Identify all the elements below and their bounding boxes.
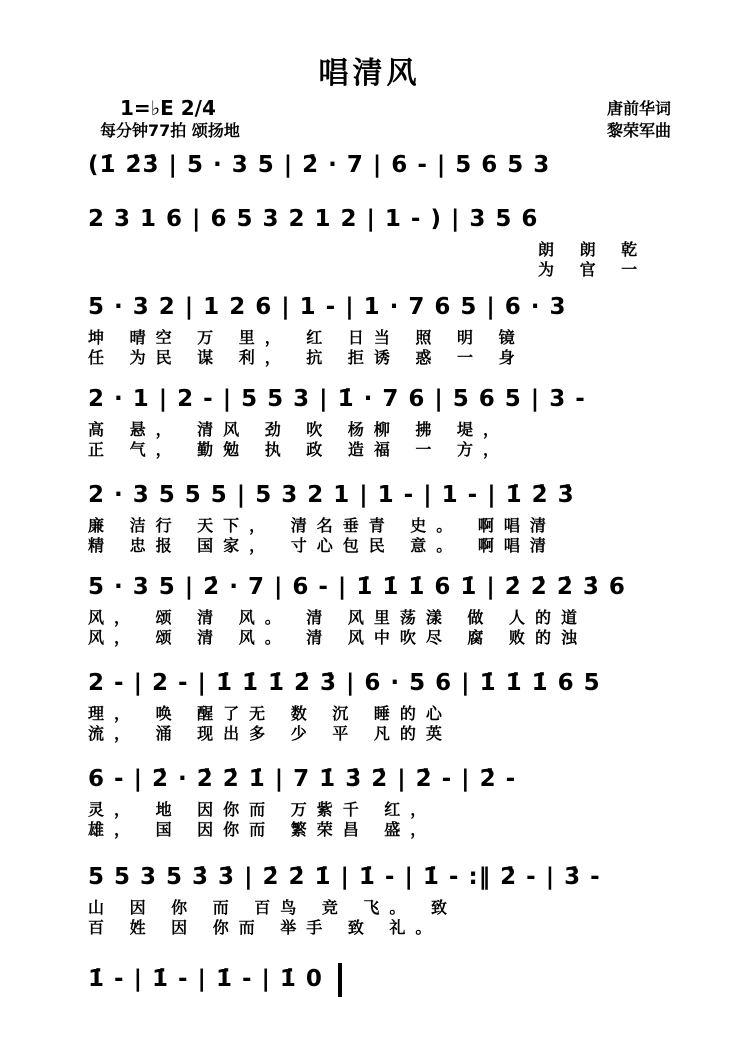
staff-row xyxy=(88,958,648,1000)
notation-line: 5 · 3 5 | 2̇ · 7 | 6 - | 1̇ 1̇ 1̇ 6 1̇ | 2̇ 2̇ 2̇ 3̇ 6 xyxy=(88,574,626,600)
lyric-line-1: 山 因 你 而 百鸟 竞 飞。 致 xyxy=(88,898,457,917)
tempo-marking: 每分钟77拍 颂扬地 xyxy=(100,121,240,140)
notation-line: 2 - | 2 - | 1̇ 1̇ 1̇ 2̇ 3̇ | 6 · 5 6 | 1̇ 1̇ 1̇ 6 5 xyxy=(88,670,601,696)
notation-line: 2 · 1 | 2 - | 5 5 3 | 1̇ · 7 6 | 5 6 5 | 3 - xyxy=(88,386,586,412)
staff-row xyxy=(88,662,648,744)
staff-row xyxy=(88,144,648,186)
lyric-line-1: 风， 颂 清 风。 清 风里荡漾 做 人的道 xyxy=(88,608,587,627)
lyric-line-1: 理， 唤 醒了无 数 沉 睡的心 xyxy=(88,704,452,723)
notation-line: 5 · 3 2 | 1 2 6 | 1 - | 1 · 7 6 5 | 6 · 3 xyxy=(88,294,567,320)
lyric-line-2: 流， 涌 现出多 少 平 凡的英 xyxy=(88,724,452,743)
notation-line: 2 3 1 6 | 6 5 3 2 1 2 | 1 - ) | 3 5 6 xyxy=(88,206,539,232)
lyric-line-2: 任 为民 谋 利， 抗 拒诱 惑 一 身 xyxy=(88,348,525,367)
staff-row xyxy=(88,566,648,648)
staff-row xyxy=(88,474,648,556)
lyric-line-1: 廉 洁行 天下， 清名垂青 史。 啊唱清 xyxy=(88,516,556,535)
notation-line: (1̇ 2̇3̇ | 5 · 3 5 | 2̇ · 7 | 6 - | 5 6 5 3 xyxy=(88,152,551,178)
lyric-line-2: 精 忠报 国家， 寸心包民 意。 啊唱清 xyxy=(88,536,556,555)
lyricist-credit: 唐前华词 xyxy=(606,99,671,118)
key-signature: 1=♭E 2/4 xyxy=(120,96,216,120)
staff-row xyxy=(88,286,648,368)
lyric-line-1: 坤 晴空 万 里， 红 日当 照 明 镜 xyxy=(88,328,525,347)
notation-line: 5 5 3 5 3̇ 3̇ | 2̇ 2̇ 1̇ | 1̇ - | 1̇ - :‖ 2̇ - | 3̇ - xyxy=(88,864,601,890)
staff-row xyxy=(88,378,648,460)
notation-line xyxy=(88,958,648,1000)
lyric-line-2: 雄， 国 因你而 繁荣昌 盛， xyxy=(88,820,437,839)
lyric-line-1: 灵， 地 因你而 万紫千 红， xyxy=(88,800,437,819)
staff-row xyxy=(88,856,648,938)
staff-row xyxy=(88,198,648,280)
composer-credit: 黎荣军曲 xyxy=(606,121,671,140)
staff-row xyxy=(88,758,648,840)
lyric-line-2: 风， 颂 清 风。 清 风中吹尽 腐 败的浊 xyxy=(88,628,587,647)
lyric-line-2: 为 官 一 xyxy=(538,260,648,279)
final-notes: 1̇ - | 1̇ - | 1̇ - | 1̇ 0 xyxy=(88,966,323,992)
notation-line: 6 - | 2̇ · 2̇ 2̇ 1̇ | 7 1̇ 3̇ 2̇ | 2̇ - | 2̇ - xyxy=(88,766,517,792)
final-barline xyxy=(338,963,342,997)
notation-line: 2 · 3 5 5 5 | 5 3 2 1 | 1 - | 1 - | 1̇ 2̇ 3̇ xyxy=(88,482,575,508)
lyric-line-1: 朗 朗 乾 xyxy=(538,240,648,259)
song-title: 唱清风 xyxy=(318,56,421,91)
lyric-line-1: 高 悬， 清风 劲 吹 杨柳 拂 堤， xyxy=(88,420,509,439)
lyric-line-2: 百 姓 因 你而 举手 致 礼。 xyxy=(88,918,442,937)
lyric-line-2: 正 气， 勤勉 执 政 造福 一 方， xyxy=(88,440,509,459)
